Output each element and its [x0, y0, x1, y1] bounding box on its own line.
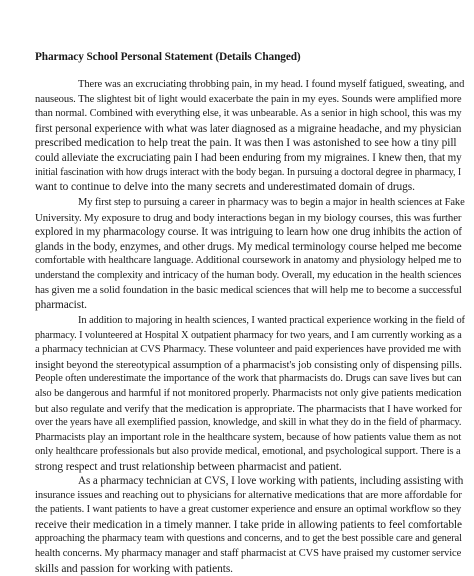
text-line: insight beyond the stereotypical assumption of a pharmacist's job consisting only of dispensing pills. — [35, 358, 462, 371]
text-line: glands in the body, enzymes, and other drugs. My medical terminology course helped me become — [35, 240, 462, 253]
text-line: has given me a solid foundation in the basic medical sciences that will help me to become a successful — [35, 284, 462, 296]
text-line: People often underestimate the importance of the work that pharmacists do. Drugs can save lives but can — [35, 373, 462, 385]
text-line: initial fascination with how drugs interact with the body began. In pursuing a doctoral degree in pharmacy, I — [35, 166, 462, 178]
text-line: only healthcare professionals but also provide medical, emotional, and psychological support. There is a — [35, 446, 461, 458]
text-line: health concerns. My pharmacy manager and staff pharmacist at CVS have praised my customer service — [35, 547, 462, 559]
paragraph-1 — [35, 78, 465, 195]
paragraph-3 — [35, 314, 465, 475]
text-line: prescribed medication to help treat the pain. It was then I was astonished to see how a tiny pill — [35, 137, 457, 150]
paragraph-2 — [35, 196, 465, 313]
text-line: skills and passion for working with patients. — [35, 562, 233, 575]
text-line: receive their medication in a timely manner. I take pride in allowing patients to feel comfortable — [35, 518, 462, 531]
text-line: over the years have all exemplified passion, knowledge, and skill in what they do in the field of pharmacy. — [35, 417, 462, 429]
text-line: approaching the pharmacy team with questions and concerns, and to get the best possible care and general — [35, 533, 462, 545]
text-line: insurance issues and reaching out to physicians for alternative medications that are more affordable for — [35, 489, 462, 501]
text-line: Pharmacists play an important role in the healthcare system, because of how patients value them as not — [35, 431, 462, 443]
text-line: want to continue to delve into the many secrets and underestimated domain of drugs. — [35, 181, 415, 194]
text-line: than normal. Combined with everything else, it was unbearable. As a senior in high school, this was my — [35, 108, 462, 120]
text-line: understand the complexity and intricacy of the human body. Overall, my education in the health sciences — [35, 269, 462, 281]
text-line: strong respect and trust relationship between pharmacist and patient. — [35, 460, 342, 473]
text-line: pharmacy. I volunteered at Hospital X outpatient pharmacy for two years, and I am currently working as a — [35, 329, 462, 341]
text-line: University. My exposure to drug and body interactions began in my biology courses, this was further — [35, 211, 462, 224]
paragraph-4 — [35, 474, 464, 576]
text-line: but also regulate and verify that the medication is appropriate. The pharmacists that I have worked for — [35, 402, 462, 415]
text-line: My first step to pursuing a career in pharmacy was to begin a major in health sciences at Fake — [78, 197, 465, 208]
text-line: the patients. I want patients to have a great customer experience and ensure an optimal workflow so they — [35, 504, 462, 516]
text-line: In addition to majoring in health sciences, I wanted practical experience working in the field of — [78, 315, 465, 326]
text-line: nauseous. The slightest bit of light would exacerbate the pain in my eyes. Sounds were amplified more — [35, 93, 462, 105]
text-line: also be dangerous and harmful if not monitored properly. Pharmacists not only give patients medication — [35, 387, 462, 399]
text-line: a pharmacy technician at CVS Pharmacy. These volunteer and paid experiences have provided me with — [35, 344, 462, 356]
text-line: pharmacist. — [35, 299, 87, 312]
document-title: Pharmacy School Personal Statement (Details Changed) — [35, 51, 301, 63]
text-line: first personal experience with what was later diagnosed as a migraine headache, and my physician — [35, 122, 462, 135]
text-line: comfortable with healthcare language. Additional coursework in anatomy and physiology helped me to — [35, 255, 462, 267]
text-line: explored in my pharmacology course. It was intriguing to learn how one drug inhibits the action of — [35, 226, 462, 239]
text-line: As a pharmacy technician at CVS, I love working with patients, including assisting with — [78, 475, 464, 487]
text-line: could alleviate the excruciating pain I had been enduring from my migraines. I knew then, that my — [35, 151, 462, 164]
text-line: There was an excruciating throbbing pain, in my head. I found myself fatigued, sweating, and — [78, 79, 465, 90]
